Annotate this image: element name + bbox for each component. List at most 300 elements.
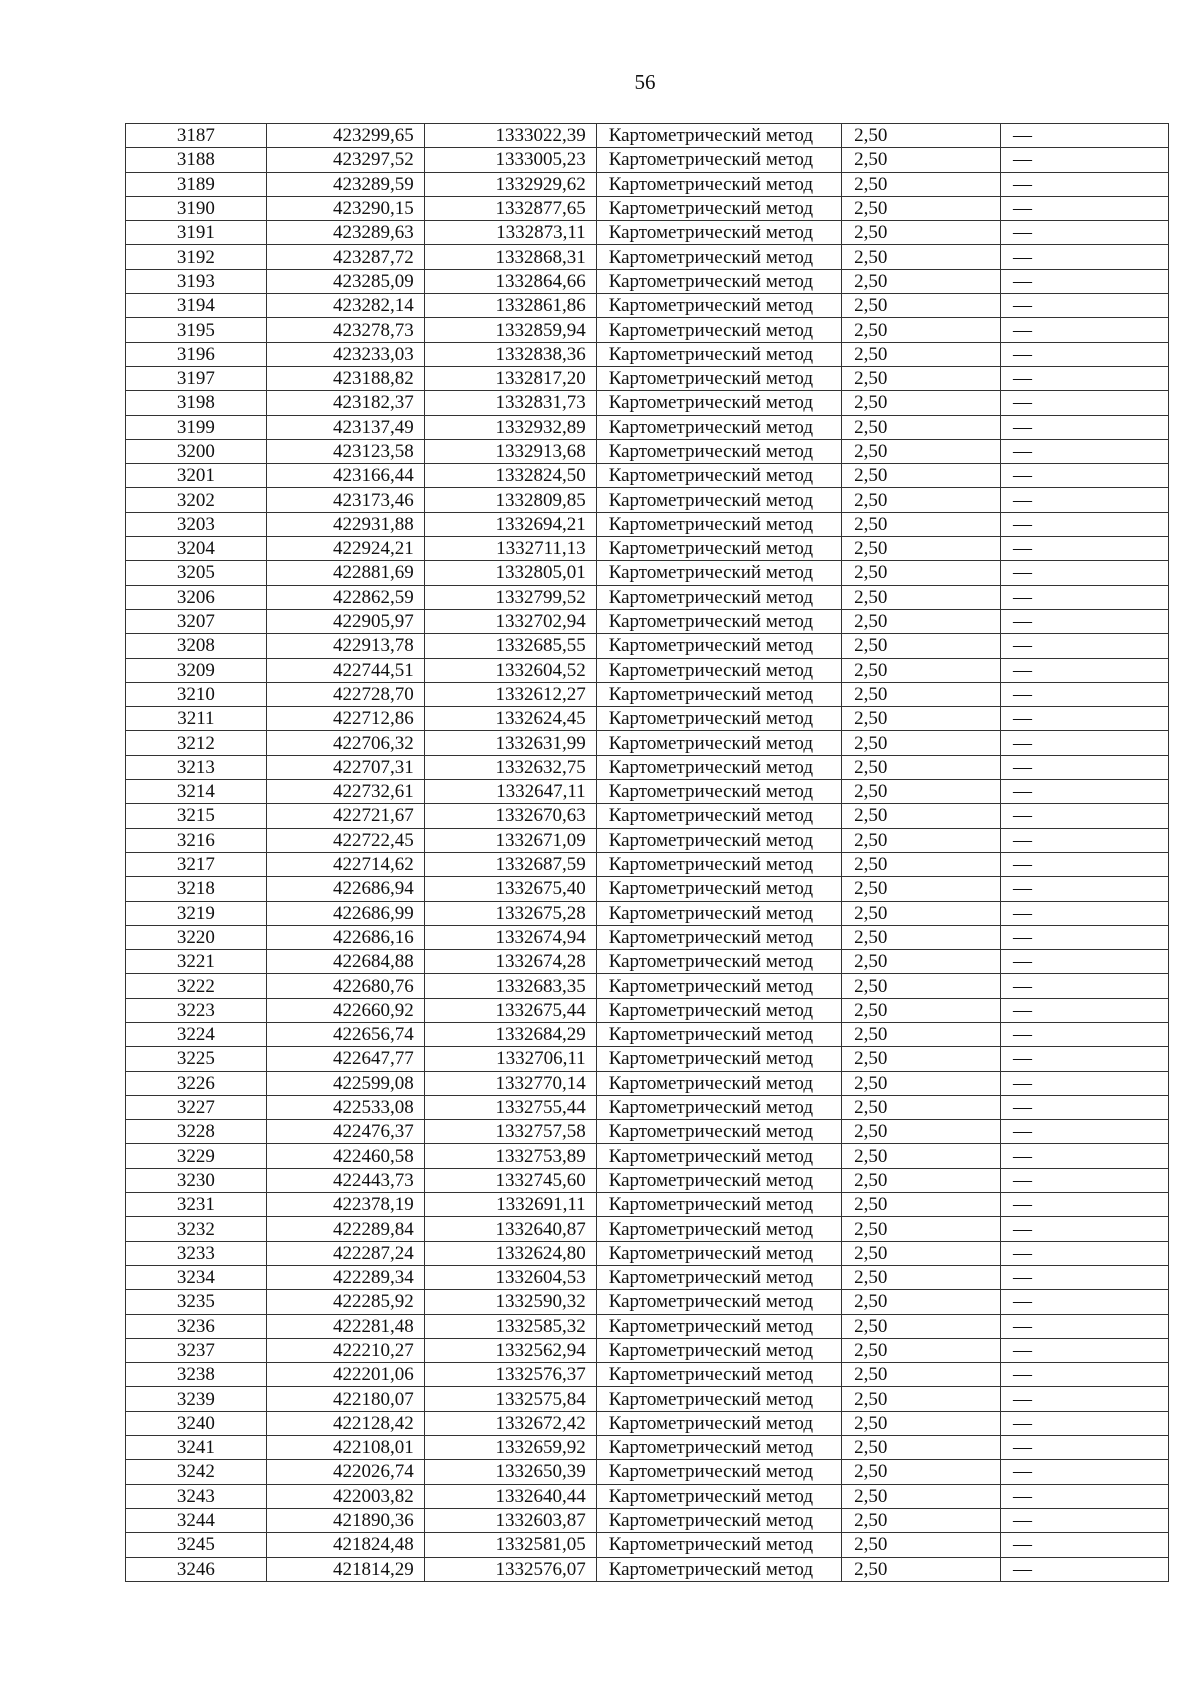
point-number-cell: 3211 — [126, 707, 267, 731]
note-cell: — — [1001, 707, 1169, 731]
point-number-cell: 3215 — [126, 804, 267, 828]
method-cell: Картометрический метод — [596, 1265, 841, 1289]
point-number-cell: 3203 — [126, 512, 267, 536]
y-coordinate-cell: 1332864,66 — [424, 269, 596, 293]
accuracy-cell: 2,50 — [842, 1193, 1001, 1217]
table-row — [126, 1144, 1169, 1168]
accuracy-cell: 2,50 — [842, 804, 1001, 828]
table-row — [126, 245, 1169, 269]
method-cell: Картометрический метод — [596, 658, 841, 682]
accuracy-cell: 2,50 — [842, 245, 1001, 269]
accuracy-cell: 2,50 — [842, 1047, 1001, 1071]
point-number-cell: 3198 — [126, 391, 267, 415]
accuracy-cell: 2,50 — [842, 1290, 1001, 1314]
y-coordinate-cell: 1332913,68 — [424, 439, 596, 463]
y-coordinate-cell: 1332859,94 — [424, 318, 596, 342]
x-coordinate-cell: 422931,88 — [266, 512, 424, 536]
y-coordinate-cell: 1332831,73 — [424, 391, 596, 415]
method-cell: Картометрический метод — [596, 1557, 841, 1581]
point-number-cell: 3237 — [126, 1338, 267, 1362]
accuracy-cell: 2,50 — [842, 585, 1001, 609]
x-coordinate-cell: 422680,76 — [266, 974, 424, 998]
accuracy-cell: 2,50 — [842, 391, 1001, 415]
point-number-cell: 3204 — [126, 537, 267, 561]
point-number-cell: 3246 — [126, 1557, 267, 1581]
note-cell: — — [1001, 221, 1169, 245]
y-coordinate-cell: 1332684,29 — [424, 1022, 596, 1046]
x-coordinate-cell: 422744,51 — [266, 658, 424, 682]
table-row — [126, 342, 1169, 366]
method-cell: Картометрический метод — [596, 537, 841, 561]
x-coordinate-cell: 422905,97 — [266, 609, 424, 633]
y-coordinate-cell: 1332799,52 — [424, 585, 596, 609]
table-row — [126, 415, 1169, 439]
accuracy-cell: 2,50 — [842, 294, 1001, 318]
y-coordinate-cell: 1332755,44 — [424, 1095, 596, 1119]
accuracy-cell: 2,50 — [842, 780, 1001, 804]
table-row — [126, 755, 1169, 779]
note-cell: — — [1001, 780, 1169, 804]
method-cell: Картометрический метод — [596, 196, 841, 220]
method-cell: Картометрический метод — [596, 1436, 841, 1460]
accuracy-cell: 2,50 — [842, 828, 1001, 852]
y-coordinate-cell: 1332861,86 — [424, 294, 596, 318]
accuracy-cell: 2,50 — [842, 318, 1001, 342]
y-coordinate-cell: 1332672,42 — [424, 1411, 596, 1435]
x-coordinate-cell: 422913,78 — [266, 634, 424, 658]
point-number-cell: 3244 — [126, 1508, 267, 1532]
note-cell: — — [1001, 537, 1169, 561]
note-cell: — — [1001, 269, 1169, 293]
x-coordinate-cell: 423166,44 — [266, 464, 424, 488]
y-coordinate-cell: 1332575,84 — [424, 1387, 596, 1411]
table-row — [126, 682, 1169, 706]
table-row — [126, 1484, 1169, 1508]
point-number-cell: 3207 — [126, 609, 267, 633]
note-cell: — — [1001, 439, 1169, 463]
accuracy-cell: 2,50 — [842, 1120, 1001, 1144]
table-row — [126, 148, 1169, 172]
note-cell: — — [1001, 1047, 1169, 1071]
accuracy-cell: 2,50 — [842, 901, 1001, 925]
method-cell: Картометрический метод — [596, 585, 841, 609]
y-coordinate-cell: 1332702,94 — [424, 609, 596, 633]
point-number-cell: 3201 — [126, 464, 267, 488]
method-cell: Картометрический метод — [596, 148, 841, 172]
note-cell: — — [1001, 804, 1169, 828]
coordinates-table — [125, 123, 1169, 1582]
y-coordinate-cell: 1332694,21 — [424, 512, 596, 536]
method-cell: Картометрический метод — [596, 1217, 841, 1241]
accuracy-cell: 2,50 — [842, 731, 1001, 755]
point-number-cell: 3193 — [126, 269, 267, 293]
note-cell: — — [1001, 1120, 1169, 1144]
note-cell: — — [1001, 1508, 1169, 1532]
note-cell: — — [1001, 1217, 1169, 1241]
note-cell: — — [1001, 294, 1169, 318]
x-coordinate-cell: 422201,06 — [266, 1363, 424, 1387]
y-coordinate-cell: 1332929,62 — [424, 172, 596, 196]
x-coordinate-cell: 421814,29 — [266, 1557, 424, 1581]
table-row — [126, 1241, 1169, 1265]
table-row — [126, 634, 1169, 658]
note-cell: — — [1001, 731, 1169, 755]
point-number-cell: 3217 — [126, 852, 267, 876]
y-coordinate-cell: 1332683,35 — [424, 974, 596, 998]
x-coordinate-cell: 422378,19 — [266, 1193, 424, 1217]
note-cell: — — [1001, 755, 1169, 779]
point-number-cell: 3191 — [126, 221, 267, 245]
x-coordinate-cell: 422533,08 — [266, 1095, 424, 1119]
point-number-cell: 3219 — [126, 901, 267, 925]
point-number-cell: 3223 — [126, 998, 267, 1022]
point-number-cell: 3216 — [126, 828, 267, 852]
table-row — [126, 1217, 1169, 1241]
point-number-cell: 3214 — [126, 780, 267, 804]
point-number-cell: 3245 — [126, 1533, 267, 1557]
x-coordinate-cell: 422706,32 — [266, 731, 424, 755]
y-coordinate-cell: 1332770,14 — [424, 1071, 596, 1095]
x-coordinate-cell: 423297,52 — [266, 148, 424, 172]
point-number-cell: 3209 — [126, 658, 267, 682]
accuracy-cell: 2,50 — [842, 1508, 1001, 1532]
y-coordinate-cell: 1332817,20 — [424, 366, 596, 390]
method-cell: Картометрический метод — [596, 488, 841, 512]
table-row — [126, 318, 1169, 342]
y-coordinate-cell: 1332670,63 — [424, 804, 596, 828]
accuracy-cell: 2,50 — [842, 172, 1001, 196]
note-cell: — — [1001, 342, 1169, 366]
note-cell: — — [1001, 1557, 1169, 1581]
note-cell: — — [1001, 464, 1169, 488]
y-coordinate-cell: 1332562,94 — [424, 1338, 596, 1362]
method-cell: Картометрический метод — [596, 124, 841, 148]
x-coordinate-cell: 422443,73 — [266, 1168, 424, 1192]
y-coordinate-cell: 1332753,89 — [424, 1144, 596, 1168]
accuracy-cell: 2,50 — [842, 634, 1001, 658]
x-coordinate-cell: 423287,72 — [266, 245, 424, 269]
x-coordinate-cell: 422881,69 — [266, 561, 424, 585]
point-number-cell: 3241 — [126, 1436, 267, 1460]
method-cell: Картометрический метод — [596, 1022, 841, 1046]
table-row — [126, 828, 1169, 852]
x-coordinate-cell: 422707,31 — [266, 755, 424, 779]
note-cell: — — [1001, 1387, 1169, 1411]
point-number-cell: 3242 — [126, 1460, 267, 1484]
table-row — [126, 1047, 1169, 1071]
x-coordinate-cell: 422281,48 — [266, 1314, 424, 1338]
accuracy-cell: 2,50 — [842, 1411, 1001, 1435]
x-coordinate-cell: 423137,49 — [266, 415, 424, 439]
table-row — [126, 1168, 1169, 1192]
note-cell: — — [1001, 148, 1169, 172]
table-row — [126, 585, 1169, 609]
table-row — [126, 852, 1169, 876]
method-cell: Картометрический метод — [596, 294, 841, 318]
table-row — [126, 1436, 1169, 1460]
accuracy-cell: 2,50 — [842, 1217, 1001, 1241]
point-number-cell: 3238 — [126, 1363, 267, 1387]
note-cell: — — [1001, 1338, 1169, 1362]
point-number-cell: 3192 — [126, 245, 267, 269]
method-cell: Картометрический метод — [596, 1460, 841, 1484]
point-number-cell: 3206 — [126, 585, 267, 609]
method-cell: Картометрический метод — [596, 877, 841, 901]
x-coordinate-cell: 423278,73 — [266, 318, 424, 342]
method-cell: Картометрический метод — [596, 1314, 841, 1338]
point-number-cell: 3236 — [126, 1314, 267, 1338]
note-cell: — — [1001, 585, 1169, 609]
accuracy-cell: 2,50 — [842, 852, 1001, 876]
accuracy-cell: 2,50 — [842, 950, 1001, 974]
note-cell: — — [1001, 1314, 1169, 1338]
x-coordinate-cell: 423282,14 — [266, 294, 424, 318]
y-coordinate-cell: 1332757,58 — [424, 1120, 596, 1144]
method-cell: Картометрический метод — [596, 1290, 841, 1314]
point-number-cell: 3194 — [126, 294, 267, 318]
x-coordinate-cell: 422862,59 — [266, 585, 424, 609]
accuracy-cell: 2,50 — [842, 196, 1001, 220]
point-number-cell: 3232 — [126, 1217, 267, 1241]
accuracy-cell: 2,50 — [842, 1265, 1001, 1289]
accuracy-cell: 2,50 — [842, 1095, 1001, 1119]
table-row — [126, 561, 1169, 585]
method-cell: Картометрический метод — [596, 998, 841, 1022]
x-coordinate-cell: 422285,92 — [266, 1290, 424, 1314]
method-cell: Картометрический метод — [596, 415, 841, 439]
note-cell: — — [1001, 561, 1169, 585]
y-coordinate-cell: 1332590,32 — [424, 1290, 596, 1314]
accuracy-cell: 2,50 — [842, 1460, 1001, 1484]
x-coordinate-cell: 423299,65 — [266, 124, 424, 148]
method-cell: Картометрический метод — [596, 1533, 841, 1557]
y-coordinate-cell: 1332603,87 — [424, 1508, 596, 1532]
table-row — [126, 1120, 1169, 1144]
method-cell: Картометрический метод — [596, 439, 841, 463]
x-coordinate-cell: 422289,84 — [266, 1217, 424, 1241]
table-row — [126, 439, 1169, 463]
y-coordinate-cell: 1332674,94 — [424, 925, 596, 949]
method-cell: Картометрический метод — [596, 804, 841, 828]
y-coordinate-cell: 1332745,60 — [424, 1168, 596, 1192]
x-coordinate-cell: 422686,94 — [266, 877, 424, 901]
method-cell: Картометрический метод — [596, 1144, 841, 1168]
note-cell: — — [1001, 172, 1169, 196]
x-coordinate-cell: 421824,48 — [266, 1533, 424, 1557]
note-cell: — — [1001, 366, 1169, 390]
accuracy-cell: 2,50 — [842, 1241, 1001, 1265]
note-cell: — — [1001, 391, 1169, 415]
point-number-cell: 3221 — [126, 950, 267, 974]
x-coordinate-cell: 422656,74 — [266, 1022, 424, 1046]
y-coordinate-cell: 1332685,55 — [424, 634, 596, 658]
accuracy-cell: 2,50 — [842, 488, 1001, 512]
x-coordinate-cell: 422728,70 — [266, 682, 424, 706]
note-cell: — — [1001, 1290, 1169, 1314]
method-cell: Картометрический метод — [596, 852, 841, 876]
accuracy-cell: 2,50 — [842, 974, 1001, 998]
y-coordinate-cell: 1332640,87 — [424, 1217, 596, 1241]
table-row — [126, 901, 1169, 925]
table-row — [126, 780, 1169, 804]
x-coordinate-cell: 423290,15 — [266, 196, 424, 220]
accuracy-cell: 2,50 — [842, 439, 1001, 463]
y-coordinate-cell: 1332873,11 — [424, 221, 596, 245]
note-cell: — — [1001, 1241, 1169, 1265]
point-number-cell: 3199 — [126, 415, 267, 439]
accuracy-cell: 2,50 — [842, 342, 1001, 366]
method-cell: Картометрический метод — [596, 609, 841, 633]
x-coordinate-cell: 423233,03 — [266, 342, 424, 366]
x-coordinate-cell: 422287,24 — [266, 1241, 424, 1265]
note-cell: — — [1001, 1168, 1169, 1192]
point-number-cell: 3231 — [126, 1193, 267, 1217]
method-cell: Картометрический метод — [596, 1193, 841, 1217]
point-number-cell: 3220 — [126, 925, 267, 949]
note-cell: — — [1001, 318, 1169, 342]
table-row — [126, 1193, 1169, 1217]
table-row — [126, 1363, 1169, 1387]
point-number-cell: 3218 — [126, 877, 267, 901]
note-cell: — — [1001, 1071, 1169, 1095]
note-cell: — — [1001, 974, 1169, 998]
table-row — [126, 196, 1169, 220]
y-coordinate-cell: 1333005,23 — [424, 148, 596, 172]
accuracy-cell: 2,50 — [842, 707, 1001, 731]
table-row — [126, 537, 1169, 561]
accuracy-cell: 2,50 — [842, 1436, 1001, 1460]
method-cell: Картометрический метод — [596, 1095, 841, 1119]
accuracy-cell: 2,50 — [842, 1338, 1001, 1362]
point-number-cell: 3239 — [126, 1387, 267, 1411]
accuracy-cell: 2,50 — [842, 1314, 1001, 1338]
point-number-cell: 3240 — [126, 1411, 267, 1435]
y-coordinate-cell: 1332675,44 — [424, 998, 596, 1022]
accuracy-cell: 2,50 — [842, 269, 1001, 293]
y-coordinate-cell: 1332805,01 — [424, 561, 596, 585]
y-coordinate-cell: 1332581,05 — [424, 1533, 596, 1557]
y-coordinate-cell: 1332838,36 — [424, 342, 596, 366]
method-cell: Картометрический метод — [596, 366, 841, 390]
y-coordinate-cell: 1332640,44 — [424, 1484, 596, 1508]
table-row — [126, 1022, 1169, 1046]
point-number-cell: 3190 — [126, 196, 267, 220]
note-cell: — — [1001, 998, 1169, 1022]
note-cell: — — [1001, 925, 1169, 949]
table-row — [126, 391, 1169, 415]
table-row — [126, 269, 1169, 293]
point-number-cell: 3187 — [126, 124, 267, 148]
point-number-cell: 3228 — [126, 1120, 267, 1144]
method-cell: Картометрический метод — [596, 1411, 841, 1435]
note-cell: — — [1001, 634, 1169, 658]
x-coordinate-cell: 423289,63 — [266, 221, 424, 245]
method-cell: Картометрический метод — [596, 1338, 841, 1362]
point-number-cell: 3188 — [126, 148, 267, 172]
note-cell: — — [1001, 828, 1169, 852]
accuracy-cell: 2,50 — [842, 1071, 1001, 1095]
method-cell: Картометрический метод — [596, 707, 841, 731]
method-cell: Картометрический метод — [596, 682, 841, 706]
method-cell: Картометрический метод — [596, 561, 841, 585]
table-row — [126, 512, 1169, 536]
accuracy-cell: 2,50 — [842, 512, 1001, 536]
accuracy-cell: 2,50 — [842, 415, 1001, 439]
table-row — [126, 1508, 1169, 1532]
point-number-cell: 3229 — [126, 1144, 267, 1168]
table-row — [126, 1533, 1169, 1557]
x-coordinate-cell: 422732,61 — [266, 780, 424, 804]
accuracy-cell: 2,50 — [842, 124, 1001, 148]
table-row — [126, 1338, 1169, 1362]
y-coordinate-cell: 1332691,11 — [424, 1193, 596, 1217]
method-cell: Картометрический метод — [596, 172, 841, 196]
table-row — [126, 731, 1169, 755]
method-cell: Картометрический метод — [596, 974, 841, 998]
accuracy-cell: 2,50 — [842, 561, 1001, 585]
page-number: 56 — [634, 70, 656, 94]
accuracy-cell: 2,50 — [842, 1022, 1001, 1046]
x-coordinate-cell: 422180,07 — [266, 1387, 424, 1411]
method-cell: Картометрический метод — [596, 925, 841, 949]
x-coordinate-cell: 422210,27 — [266, 1338, 424, 1362]
method-cell: Картометрический метод — [596, 245, 841, 269]
method-cell: Картометрический метод — [596, 780, 841, 804]
table-row — [126, 1314, 1169, 1338]
method-cell: Картометрический метод — [596, 1047, 841, 1071]
table-row — [126, 1460, 1169, 1484]
point-number-cell: 3230 — [126, 1168, 267, 1192]
accuracy-cell: 2,50 — [842, 1484, 1001, 1508]
y-coordinate-cell: 1332647,11 — [424, 780, 596, 804]
table-row — [126, 1071, 1169, 1095]
method-cell: Картометрический метод — [596, 1120, 841, 1144]
accuracy-cell: 2,50 — [842, 1168, 1001, 1192]
x-coordinate-cell: 422684,88 — [266, 950, 424, 974]
table-row — [126, 1290, 1169, 1314]
table-row — [126, 1387, 1169, 1411]
y-coordinate-cell: 1332650,39 — [424, 1460, 596, 1484]
table-row — [126, 658, 1169, 682]
y-coordinate-cell: 1332674,28 — [424, 950, 596, 974]
table-row — [126, 707, 1169, 731]
table-row — [126, 464, 1169, 488]
x-coordinate-cell: 422128,42 — [266, 1411, 424, 1435]
y-coordinate-cell: 1332604,53 — [424, 1265, 596, 1289]
method-cell: Картометрический метод — [596, 1484, 841, 1508]
accuracy-cell: 2,50 — [842, 537, 1001, 561]
method-cell: Картометрический метод — [596, 1071, 841, 1095]
table-row — [126, 804, 1169, 828]
note-cell: — — [1001, 901, 1169, 925]
x-coordinate-cell: 422289,34 — [266, 1265, 424, 1289]
y-coordinate-cell: 1332604,52 — [424, 658, 596, 682]
accuracy-cell: 2,50 — [842, 755, 1001, 779]
method-cell: Картометрический метод — [596, 391, 841, 415]
table-row — [126, 488, 1169, 512]
x-coordinate-cell: 422460,58 — [266, 1144, 424, 1168]
table-row — [126, 974, 1169, 998]
note-cell: — — [1001, 1144, 1169, 1168]
coordinates-table-body — [126, 124, 1169, 1582]
table-row — [126, 609, 1169, 633]
point-number-cell: 3196 — [126, 342, 267, 366]
note-cell: — — [1001, 1265, 1169, 1289]
y-coordinate-cell: 1332576,37 — [424, 1363, 596, 1387]
method-cell: Картометрический метод — [596, 634, 841, 658]
point-number-cell: 3202 — [126, 488, 267, 512]
x-coordinate-cell: 423123,58 — [266, 439, 424, 463]
